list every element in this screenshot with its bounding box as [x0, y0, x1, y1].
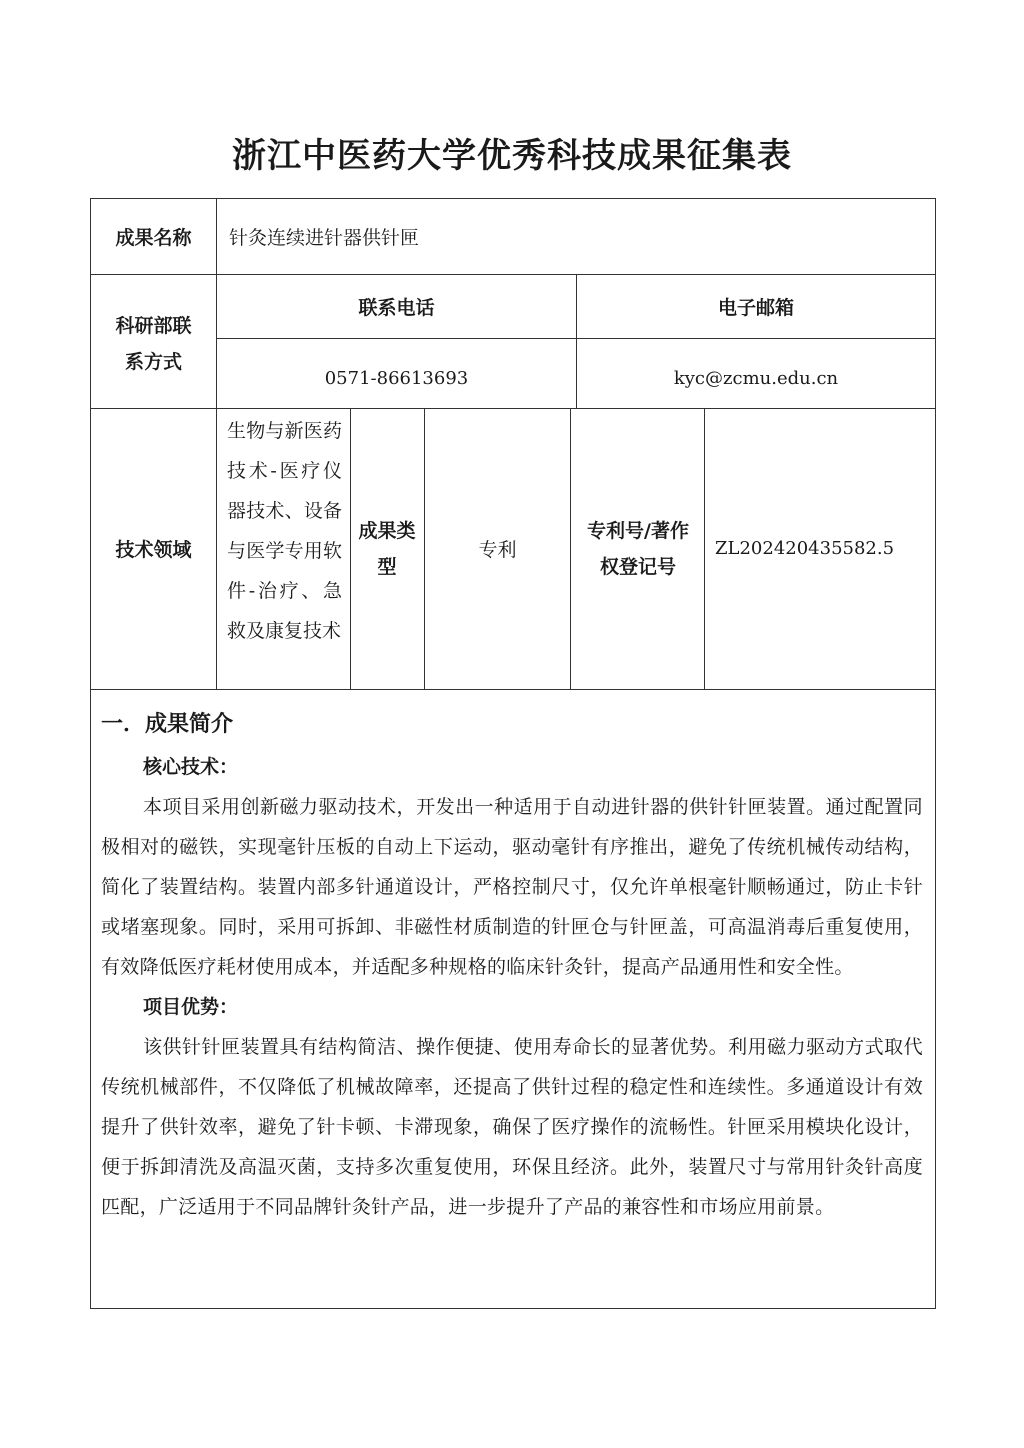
advantage-heading: 项目优势： — [143, 996, 239, 1018]
patent-value: ZL202420435582.5 — [715, 538, 895, 559]
type-value: 专利 — [478, 539, 517, 561]
core-tech-heading: 核心技术： — [143, 756, 239, 778]
email-value: kyc@zcmu.edu.cn — [673, 368, 839, 389]
summary-section — [101, 699, 923, 1227]
tech-field-value: 生物与新医药技术-医疗仪器技术、设备与医学专用软件-治疗、急救及康复技术 — [227, 420, 342, 642]
phone-label: 联系电话 — [358, 296, 435, 319]
core-tech-text: 本项目采用创新磁力驱动技术，开发出一种适用于自动进针器的供针针匣装置。通过配置同极相对的磁铁，实现毫针压板的自动上下运动，驱动毫针有序推出，避免了传统机械传动结构，简化了装置结构。装置内部多针通道设计，严格控制尺寸，仅允许单根毫针顺畅通过，防止卡针或堵塞现象。同时，采用可拆卸、非磁性材质制造的针匣仓与针匣盖，可高温消毒后重复使用，有效降低医疗耗材使用成本，并适配多种规格的临床针灸针，提高产品通用性和安全性。 — [101, 796, 923, 978]
type-label: 成果类型 — [358, 520, 416, 578]
summary-heading: 一．成果简介 — [101, 712, 234, 737]
advantage-text: 该供针针匣装置具有结构简洁、操作便捷、使用寿命长的显著优势。利用磁力驱动方式取代传统机械部件，不仅降低了机械故障率，还提高了供针过程的稳定性和连续性。多通道设计有效提升了供针效率，避免了针卡顿、卡滞现象，确保了医疗操作的流畅性。针匣采用模块化设计，便于拆卸清洗及高温灭菌，支持多次重复使用，环保且经济。此外，装置尺寸与常用针灸针高度匹配，广泛适用于不同品牌针灸针产品，进一步提升了产品的兼容性和市场应用前景。 — [101, 1036, 923, 1218]
form-table — [90, 198, 936, 1309]
name-value: 针灸连续进针器供针匣 — [229, 227, 420, 249]
col-divider — [350, 408, 351, 689]
name-label: 成果名称 — [115, 227, 192, 249]
col-divider — [570, 408, 571, 689]
contact-label: 科研部联系方式 — [115, 315, 192, 373]
phone-value: 0571-86613693 — [324, 368, 469, 389]
page-title: 浙江中医药大学优秀科技成果征集表 — [232, 136, 792, 176]
tech-field-label: 技术领域 — [115, 539, 192, 561]
email-label: 电子邮箱 — [717, 296, 794, 319]
patent-label: 专利号/著作权登记号 — [587, 520, 689, 578]
row-divider — [91, 689, 935, 690]
